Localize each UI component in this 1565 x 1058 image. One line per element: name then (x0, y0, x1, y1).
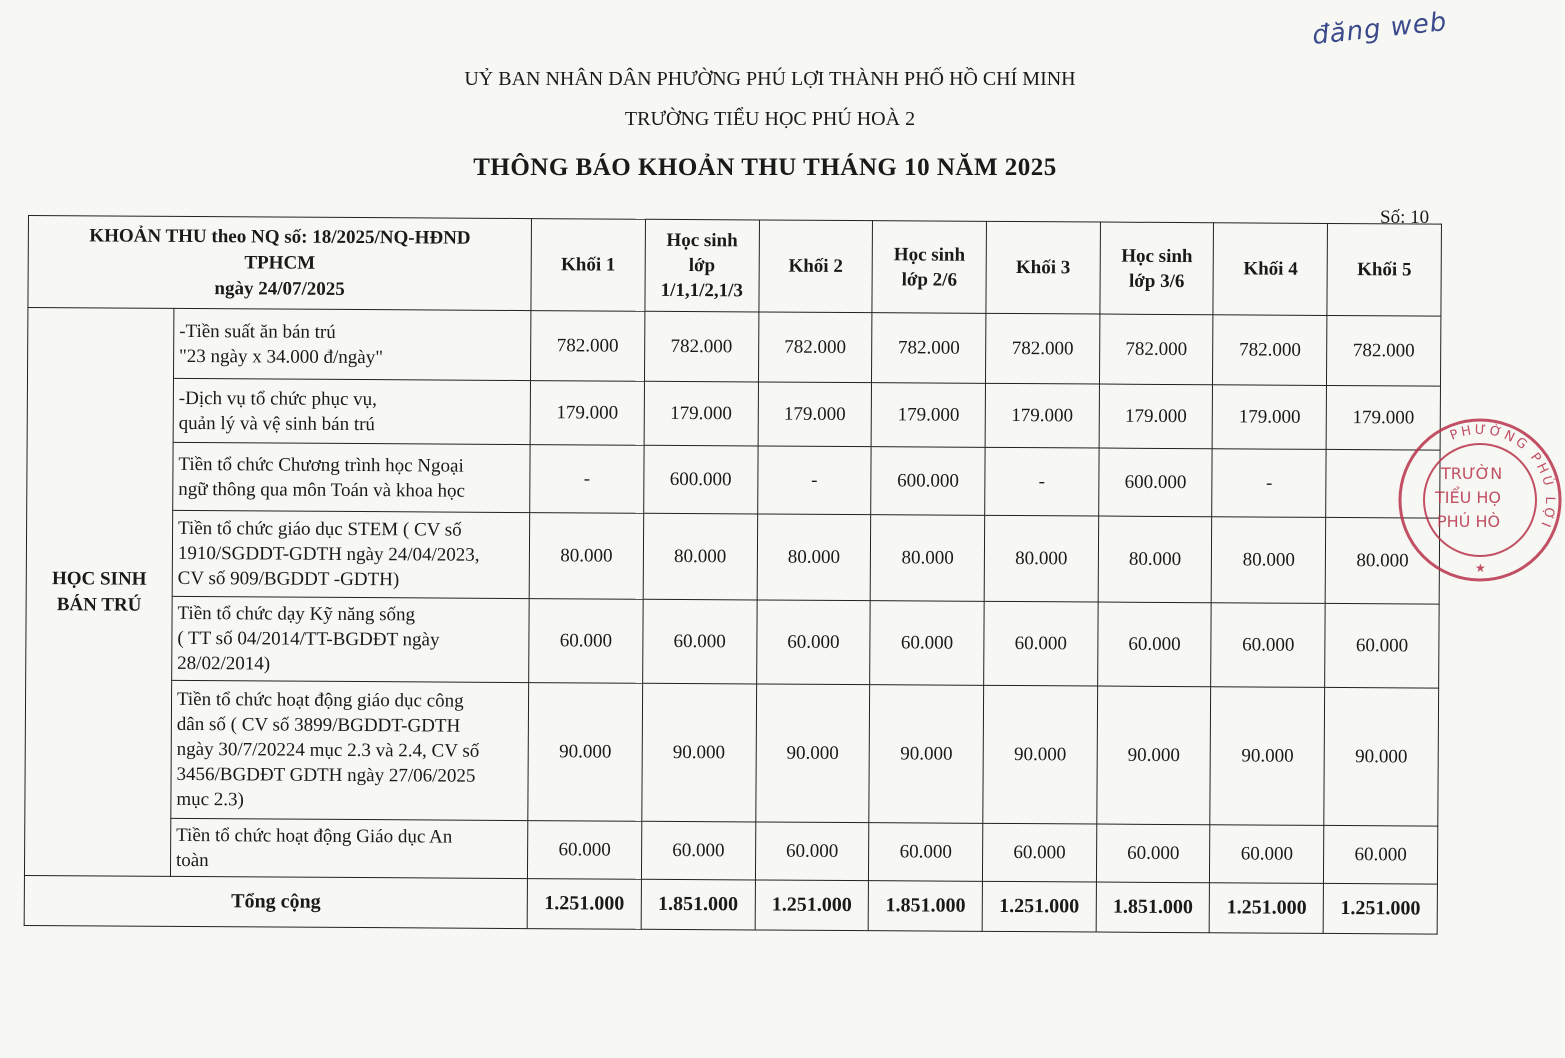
fee-value: 60.000 (982, 823, 1096, 882)
description-line: 3456/BGDĐT GDTH ngày 27/06/2025 (176, 763, 476, 787)
column-header-line: Học sinh (1121, 245, 1193, 267)
fee-value: 90.000 (528, 683, 643, 822)
fee-description (172, 596, 530, 682)
seal-center-line-3: PHÚ HÒ (1437, 512, 1501, 531)
fee-value: 782.000 (644, 311, 758, 382)
fee-value: 60.000 (1324, 825, 1438, 884)
fee-value: 90.000 (642, 683, 757, 822)
fee-value: 782.000 (986, 313, 1100, 384)
fee-value: 90.000 (1210, 687, 1325, 826)
fee-description (171, 680, 529, 820)
document-number: Số: 10 (1380, 207, 1430, 228)
fee-value: 90.000 (1097, 686, 1212, 825)
fee-value: 80.000 (1325, 517, 1439, 604)
column-header-line: Khối 2 (788, 255, 843, 277)
total-value: 1.251.000 (982, 881, 1096, 932)
total-value: 1.251.000 (1323, 883, 1437, 934)
fee-value: 60.000 (755, 822, 869, 881)
fee-value: 90.000 (1324, 687, 1439, 826)
column-header-line: Học sinh (893, 243, 966, 266)
seal-center-line-1: TRƯỜN (1441, 464, 1503, 483)
fee-value: 60.000 (1211, 603, 1325, 688)
handwritten-note: đăng web (1310, 7, 1449, 51)
fee-value: 179.000 (644, 381, 758, 446)
total-value: 1.851.000 (1096, 882, 1210, 933)
description-line: mục 2.3) (176, 788, 244, 811)
fee-value: 80.000 (757, 514, 871, 601)
description-line: dân số ( CV số 3899/BGDDT-GDTH (176, 713, 461, 737)
fee-value: - (757, 446, 871, 515)
authority-header: UỶ BAN NHÂN DÂN PHƯỜNG PHÚ LỢI THÀNH PHỐ HỒ CHÍ MINH (464, 68, 1076, 90)
fee-value: 179.000 (1099, 384, 1213, 449)
column-header-line: Khối 1 (560, 253, 616, 276)
fee-value: 179.000 (1213, 385, 1327, 450)
fee-value: 90.000 (983, 685, 1098, 824)
fee-value: 60.000 (641, 821, 755, 880)
seal-center-line-2: TIỂU HỌ (1435, 488, 1502, 507)
description-line: quản lý và vệ sinh bán trú (178, 412, 376, 435)
column-header (872, 221, 986, 314)
fee-row (25, 679, 1439, 826)
fee-value: 80.000 (870, 515, 984, 602)
fee-value: 600.000 (871, 447, 985, 516)
fee-value: 782.000 (1099, 314, 1213, 385)
fee-value: 80.000 (984, 515, 1098, 602)
fee-value: 60.000 (1325, 603, 1439, 688)
header-label-cell (28, 216, 532, 311)
group-label-line-1: HỌC SINH (51, 567, 147, 590)
column-header (759, 220, 873, 313)
column-header-line: Khối 4 (1243, 257, 1298, 280)
fee-value: 60.000 (529, 599, 643, 684)
document-title: THÔNG BÁO KHOẢN THU THÁNG 10 NĂM 2025 (473, 154, 1057, 181)
column-header (645, 219, 759, 312)
fee-value: 179.000 (530, 381, 644, 446)
total-value: 1.251.000 (1210, 883, 1324, 934)
header-label-line-3: ngày 24/07/2025 (214, 277, 345, 300)
fee-value: 782.000 (872, 313, 986, 384)
fee-value: 600.000 (644, 445, 758, 514)
description-line: -Tiền suất ăn bán trú (179, 320, 336, 343)
fee-value: 60.000 (870, 601, 984, 686)
total-value: 1.851.000 (641, 879, 755, 930)
school-seal (1395, 415, 1565, 585)
fee-value: 60.000 (528, 821, 642, 880)
fee-description (173, 308, 531, 380)
column-header-line: lớp 2/6 (901, 268, 958, 291)
school-header: TRƯỜNG TIỂU HỌC PHÚ HOÀ 2 (624, 108, 916, 130)
fee-value: 90.000 (755, 684, 870, 823)
description-line: Tiền tổ chức Chương trình học Ngoại (178, 453, 464, 477)
group-label-line-2: BÁN TRÚ (56, 593, 142, 616)
description-line: 28/02/2014) (177, 652, 271, 675)
fee-value: 179.000 (985, 383, 1099, 448)
description-line: Tiền tổ chức giáo dục STEM ( CV số (177, 517, 462, 541)
column-header (531, 219, 645, 312)
column-header-line: lớp (688, 255, 716, 277)
seal-star-icon: ★ (1475, 561, 1486, 575)
fee-description (173, 442, 531, 512)
fee-value: 80.000 (529, 513, 643, 600)
fee-row (26, 595, 1439, 688)
fee-value: 60.000 (1097, 602, 1211, 687)
fee-value: 782.000 (758, 312, 872, 383)
fee-value: 782.000 (531, 311, 645, 382)
column-header-line: 1/1,1/2,1/3 (660, 279, 744, 302)
description-line: ngữ thông qua môn Toán và khoa học (178, 478, 466, 502)
fee-table (24, 215, 1442, 935)
fee-row (27, 441, 1440, 518)
total-value: 1.251.000 (527, 879, 641, 930)
fee-row (27, 378, 1440, 451)
column-header (1100, 222, 1214, 315)
column-header-line: Khối 5 (1357, 258, 1412, 280)
fee-description (170, 818, 528, 878)
fee-value: 60.000 (869, 823, 983, 882)
description-line: Tiền tổ chức hoạt động giáo dục công (176, 688, 464, 712)
header-label-line-1: KHOẢN THU theo NQ số: 18/2025/NQ-HĐND (89, 224, 471, 249)
total-label: Tổng cộng (24, 875, 527, 928)
seal-ring-text: PHƯỜNG PHÚ LỢI (1448, 422, 1558, 532)
description-line: Tiền tổ chức hoạt động Giáo dục An (176, 824, 453, 848)
fee-value: 80.000 (1098, 516, 1212, 603)
column-header (1327, 223, 1441, 316)
description-line: toàn (175, 849, 209, 871)
description-line: ( TT số 04/2014/TT-BGDĐT ngày (177, 627, 440, 651)
fee-value: 60.000 (1210, 825, 1324, 884)
column-header-line: Khối 3 (1015, 256, 1071, 278)
fee-value: 179.000 (1326, 385, 1440, 450)
fee-row (24, 817, 1437, 884)
fee-value: 600.000 (1098, 448, 1212, 517)
column-header-line: Học sinh (666, 229, 738, 252)
fee-value: 179.000 (871, 383, 985, 448)
fee-value: 80.000 (643, 513, 757, 600)
fee-row (28, 308, 1441, 387)
column-header (1213, 223, 1327, 316)
fee-value: - (985, 447, 1099, 516)
fee-value: 179.000 (758, 382, 872, 447)
fee-value: 782.000 (1213, 315, 1327, 386)
total-row (24, 875, 1437, 934)
description-line: ngày 30/7/20224 mục 2.3 và 2.4, CV số (176, 738, 480, 762)
description-line: "23 ngày x 34.000 đ/ngày" (179, 345, 384, 368)
fee-value: - (530, 445, 644, 514)
fee-description (172, 510, 530, 598)
fee-value: 782.000 (1327, 315, 1441, 386)
description-line: Tiền tổ chức dạy Kỹ năng sống (177, 602, 416, 626)
description-line: -Dịch vụ tổ chức phục vụ, (178, 387, 378, 410)
description-line: 1910/SGDDT-GDTH ngày 24/04/2023, (177, 542, 480, 566)
fee-row (26, 509, 1439, 604)
fee-value: 60.000 (1096, 824, 1210, 883)
column-header (986, 221, 1100, 314)
group-label-cell (24, 308, 173, 877)
fee-value: - (1212, 449, 1326, 518)
total-value: 1.851.000 (868, 881, 982, 932)
fee-value: 60.000 (756, 600, 870, 685)
header-row (28, 216, 1442, 317)
fee-description (173, 378, 531, 444)
header-label-line-2: TPHCM (244, 251, 316, 274)
fee-value: 80.000 (1212, 517, 1326, 604)
total-value: 1.251.000 (755, 880, 869, 931)
fee-value: 60.000 (643, 599, 757, 684)
description-line: CV số 909/BGDDT -GDTH) (177, 567, 400, 591)
fee-value: 60.000 (984, 601, 1098, 686)
fee-value: 90.000 (869, 685, 984, 824)
column-header-line: lớp 3/6 (1128, 270, 1185, 292)
